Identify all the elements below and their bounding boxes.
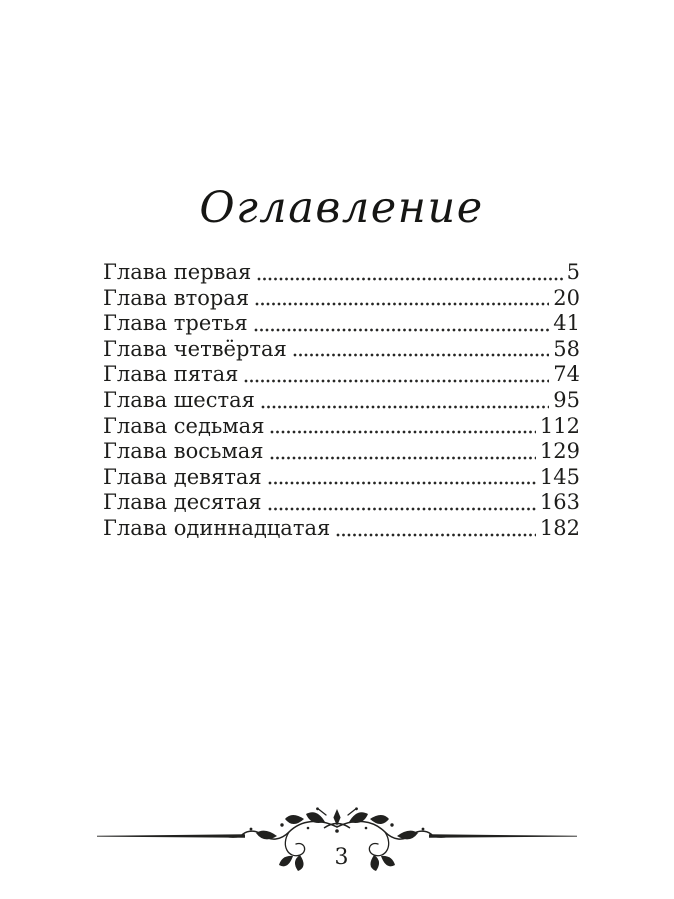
toc-entry — [103, 286, 580, 312]
toc-entry-page: 95 — [553, 387, 580, 412]
toc-entry-page: 74 — [553, 362, 580, 387]
toc-entry-page: 163 — [539, 490, 580, 515]
toc-entry — [103, 516, 580, 542]
dot-leader — [268, 507, 536, 511]
dot-leader — [261, 405, 549, 409]
toc-list — [103, 260, 580, 542]
toc-entry — [103, 311, 580, 337]
toc-entry-label: Глава седьмая — [103, 413, 265, 438]
dot-leader — [270, 456, 536, 460]
dot-leader — [254, 328, 550, 332]
toc-entry — [103, 490, 580, 516]
dot-leader — [244, 379, 549, 383]
page-title: Оглавление — [199, 183, 484, 233]
toc-entry-label: Глава пятая — [103, 362, 239, 387]
dot-leader — [293, 353, 549, 357]
toc-entry-label: Глава четвёртая — [103, 336, 287, 361]
toc-entry — [103, 337, 580, 363]
toc-entry-page: 129 — [539, 439, 580, 464]
dot-leader — [270, 430, 535, 434]
toc-entry-label: Глава восьмая — [103, 439, 264, 464]
toc-entry-page: 41 — [553, 311, 580, 336]
toc-entry-page: 112 — [539, 413, 580, 438]
dot-leader — [268, 481, 536, 485]
dot-leader — [336, 533, 536, 537]
toc-entry-label: Глава вторая — [103, 285, 250, 310]
toc-entry — [103, 439, 580, 465]
toc-entry-page: 20 — [553, 285, 580, 310]
toc-entry — [103, 388, 580, 414]
toc-entry-page: 145 — [539, 464, 580, 489]
toc-entry — [103, 260, 580, 286]
toc-entry-label: Глава шестая — [103, 387, 255, 412]
page-number: 3 — [334, 845, 349, 870]
toc-entry-label: Глава третья — [103, 311, 248, 336]
dot-leader — [255, 302, 549, 306]
toc-entry-page: 182 — [539, 515, 580, 540]
toc-entry — [103, 465, 580, 491]
dot-leader — [257, 277, 562, 281]
toc-entry-label: Глава десятая — [103, 490, 262, 515]
toc-entry — [103, 414, 580, 440]
toc-entry — [103, 362, 580, 388]
toc-entry-label: Глава одиннадцатая — [103, 515, 331, 540]
toc-entry-page: 5 — [566, 260, 580, 284]
toc-entry-label: Глава первая — [103, 260, 252, 284]
toc-entry-label: Глава девятая — [103, 464, 262, 489]
toc-entry-page: 58 — [553, 336, 580, 361]
